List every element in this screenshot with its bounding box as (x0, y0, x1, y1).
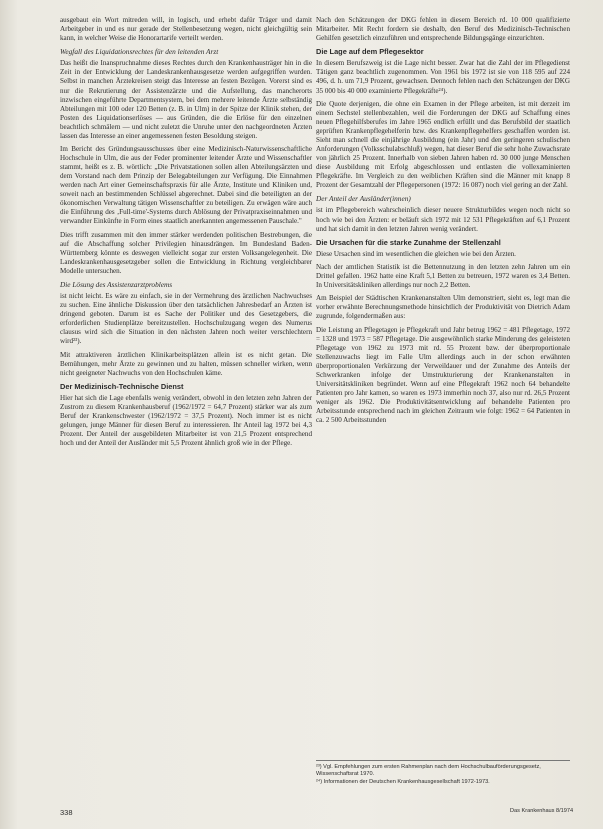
paragraph: Die Quote derjenigen, die ohne ein Examen in der Pflege arbeiten, ist mit derzeit im einem Sechstel stellenbezahlen, weil die Forderungen der DKG auf Schaffung eines neuen Pflegehilfsberufes im Jahre 1965 endlich erfüllt und das Berufsbild der staatlich geprüften Krankenpflegehelferin bzw. des Krankenpflegehelfers geschaffen worden ist. Sieht man schnell die einjährige Ausbildung (ein Jahr) und den geringeren schulischen Anforderungen (Volksschulabschluß) wegen, hat dieser Beruf die sehr hohe Zuwachsrate von jährlich 25 Prozent. Innerhalb von sieben Jahren haben rd. 30 000 junge Menschen diese Ausbildung mit Erfolg abgeschlossen und entlasten die vollexaminierten Pflegekräfte. Im Vergleich zu den weiblichen Kräften sind die Männer mit knapp 8 Prozent der Gesamtzahl der Pflegepersonen (1972: 16 087) noch viel gering an der Zahl. (316, 99, 570, 190)
section-heading: Die Ursachen für die starke Zunahme der Stellenzahl (316, 237, 501, 247)
section-heading: Die Lösung des Assistenzarztproblems (60, 280, 173, 290)
paragraph: ausgebaut ein Wort mitreden will, in logisch, und erhebt dafür Träger und damit Arbeitgeber in und es nur gerade der Stellenbesetzung wegen, nicht gleichgültig sein kann, in welcher Weise die Honorartarife verteilt werden. (60, 16, 312, 43)
paragraph: Hier hat sich die Lage ebenfalls wenig verändert, obwohl in den letzten zehn Jahren der Zustrom zu diesem Krankenhausberuf (1962/1972 = 64,7 Prozent) stärker war als zum Beruf der Krankenschwester (1962/1972 = 37,5 Prozent). Noch immer ist es nicht gelungen, junge Männer für diesen Beruf zu interessieren. Ihr Anteil lag 1972 bei 4,3 Prozent. Der Anteil der ausgebildeten Mitarbeiter ist von 21,5 Prozent entsprechend hoch und der Anteil der Ausländer mit 5,5 Prozent ähnlich groß wie in der Pflege. (60, 393, 312, 448)
paragraph: Dies trifft zusammen mit den immer stärker werdenden politischen Bestrebungen, die auf die Abschaffung solcher Privilegien hinausdrängen. Im Bundesland Baden-Württemberg könnte es deswegen vielleicht sogar zur ersten Volksangelegenheit. Die Landeskrankenhausgesetzgeber sollen die Entwicklung in Richtung vergleichbarer Modelle untersuchen. (60, 230, 312, 275)
paragraph: Nach der amtlichen Statistik ist die Bettennutzung in den letzten zehn Jahren um ein Drittel gefallen. 1962 hatte eine Kraft 5,1 Betten zu betreuen, 1972 waren es 3,4 Betten. In Universitätskliniken allerdings nur noch 2,2 Betten. (316, 263, 570, 290)
section-heading: Die Lage auf dem Pflegesektor (316, 47, 424, 57)
paragraph: Nach den Schätzungen der DKG fehlen in diesem Bereich rd. 10 000 qualifizierte Mitarbeiter. Mit Recht fordern sie deshalb, den Beruf des Medizinisch-Technischen Gehilfen gesetzlich einzuführen und entsprechende Bildungsgänge einzurichten. (316, 16, 570, 43)
footnote: ²³) Vgl. Empfehlungen zum ersten Rahmenplan nach dem Hochschulbauförderungsgesetz, Wissenschaftsrat 1970. (316, 764, 541, 777)
left-column (60, 16, 312, 452)
section-heading: Wegfall des Liquidationsrechtes für den leitenden Arzt (60, 47, 219, 57)
footnotes (316, 760, 570, 787)
journal-footer: Das Krankenhaus 8/1974 (510, 808, 574, 814)
paragraph: Im Bericht des Gründungsausschusses über eine Medizinisch-Naturwissenschaftliche Hochschule in Ulm, die aus der Feder prominenter leitender Ärzte und Wissenschaftler stammt, heißt es z. B. wörtlich: „Die Privatstationen sollen allen Abteilungsärzten und dem Vorstand nach dem Prinzip der Belegabteilungen zur Verfügung. Die Einnahmen werden nach Art einer Gemeinschaftspraxis für alle Ärzte, Institute und Kliniken und, soweit nach an bestimmenden Schlüssel abgerechnet. Dabei sind die beteiligten an der ökonomischen Verwaltung tätigen Wissenschaftler zu beteiligen. Zu erwägen wäre auch die Einführung des ‚Full-time'-Systems durch Ablösung der Privatpraxiseinnahmen und verwandter Einkünfte in Form eines staatlich anerkannten angemessenen Pauschale." (60, 144, 312, 226)
paragraph: ist im Pflegebereich wahrscheinlich dieser neuere Strukturbildes wegen noch nicht so hoch wie bei den Ärzten: er beläuft sich 1972 mit 12 531 Pflegekräften auf 6,1 Prozent und hat sich damit in den letzten Jahren wenig verändert. (316, 206, 570, 233)
footnote: ²⁴) Informationen der Deutschen Krankenhausgesellschaft 1972-1973. (316, 779, 490, 785)
paragraph: ist nicht leicht. Es wäre zu einfach, sie in der Vermehrung des ärztlichen Nachwuchses zu suchen. Eine ähnliche Diskussion über den tatsächlichen Jahresbedarf an Ärzten ist dringend geboten. Darum ist es Sache der Politiker und des Gesetzgebers, die erforderlichen Studienplätze bereitzustellen. Hochschulzugang wegen des Numerus clausus wird sich die Situation in den nächsten Jahren noch weiter verschlechtern wird²³). (60, 292, 312, 346)
section-heading: Der Medizinisch-Technische Dienst (60, 381, 184, 391)
paragraph: Mit attraktiveren ärztlichen Klinikarbeitsplätzen allein ist es nicht getan. Die Bemühungen, mehr Ärzte zu gewinnen und zu halten, müssen schneller wirken, wenn nicht geeigneter Nachwuchs von den Hochschulen käme. (60, 350, 312, 377)
paragraph: Diese Ursachen sind im wesentlichen die gleichen wie bei den Ärzten. (316, 249, 516, 258)
paragraph: Die Leistung an Pflegetagen je Pflegekraft und Jahr betrug 1962 = 481 Pflegetage, 1972 = 1328 und 1973 = 587 Pflegetage. Die ausgewöhnlich starke Minderung des geleisteten Pflegetage von 1962 zu 1973 mit rd. 55 Prozent bzw. der überproportionale Stellenzuwachs liegt im Falle Ulm allerdings auch in der schon erwähnten überproportionalen Verkürzung der Verweildauer und der Zunahme des Anteils der Schwerkranken infolge der Umstrukturierung der Krankenanstalten in Universitätskliniken begründet. Wenn auf eine Pflegekraft 1962 noch 64 behandelte Patienten pro Jahr kamen, so waren es 1973 immerhin noch 37, also nur rd. 26,5 Prozent weniger als 1962. Die Produktivitätsentwicklung auf behandelte Patienten pro Arbeitsstunde entsprechend nach im gleichen Zeitraum wie folgt: 1962 = 64 Patienten in ca. 2 500 Arbeitsstunden (316, 325, 570, 425)
right-column (316, 16, 570, 429)
paragraph: Am Beispiel der Städtischen Krankenanstalten Ulm demonstriert, sieht es, legt man die vorher erwähnte Berechnungsmethode hinsichtlich der Produktivität von Dietrich Adam zugrunde, folgendermaßen aus: (316, 294, 570, 321)
section-heading: Der Anteil der Ausländer(innen) (316, 194, 411, 204)
paragraph: In diesem Berufszweig ist die Lage nicht besser. Zwar hat die Zahl der im Pflegedienst Tätigen ganz beachtlich zugenommen. Von 1961 bis 1972 ist sie von 118 595 auf 224 496, d. h. um 71,9 Prozent, gewachsen. Dennoch fehlen nach den Schätzungen der DKG 35 000 bis 40 000 examinierte Pflegekräfte²⁴). (316, 59, 570, 95)
paragraph: Das heißt die Inanspruchnahme dieses Rechtes durch den Krankenhausträger hin in die Zeit in der Entwicklung der Landeskrankenhausgesetze werden aufgegriffen wurden. Selbst in manchen Ärztekreisen steigt das Interesse an festen Bezügen. Vorerst sind es nur die Rekrutierung der Assistenzärzte und die Aufstellung, das mancherorts inzwischen eingeführte Departmentsystem, bei dem mehrere leitende Ärzte selbständig Abteilungen mit 100 oder 120 Betten (z. B. in Ulm) in der Spitze der Klinik stehen, der Posten des Liquidationserlöses — aus Gründen, die die Erlöse für den einzelnen beachtlich schmälern — und nicht zuletzt die Unruhe unter den nachgeordneten Ärzten lassen das Interesse an einer angemessenen festen Besoldung steigen. (60, 59, 312, 140)
page-number: 338 (60, 808, 73, 817)
